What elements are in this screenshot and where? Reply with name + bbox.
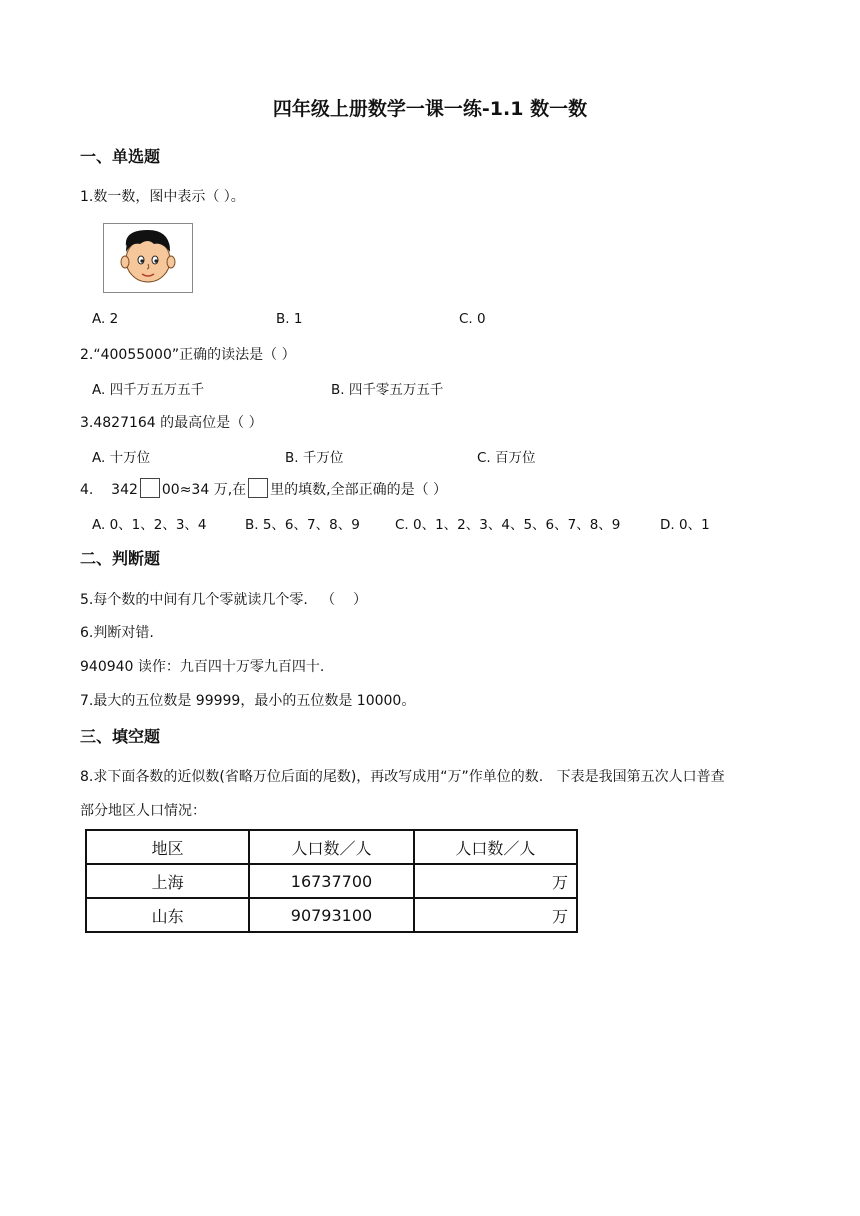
section-heading-single-choice: 一、单选题 — [80, 147, 161, 166]
q4-option-d: D. 0、1 — [660, 517, 710, 533]
page-title: 四年级上册数学一课一练-1.1 数一数 — [272, 98, 588, 120]
question-3-text: 3.4827164 的最高位是（ ） — [80, 415, 263, 431]
question-8-line-1: 8.求下面各数的近似数(省略万位后面的尾数)，再改写成用“万”作单位的数. 下表是我国第五次人口普查 — [80, 769, 725, 785]
q1-option-b: B. 1 — [276, 311, 303, 327]
table-row — [86, 864, 577, 898]
q4-blank-box-2 — [248, 478, 268, 498]
question-6-detail: 940940 读作：九百四十万零九百四十. — [80, 659, 325, 675]
q4-option-a: A. 0、1、2、3、4 — [92, 517, 207, 533]
header-region: 地区 — [86, 830, 249, 864]
q1-option-c: C. 0 — [459, 311, 486, 327]
section-heading-judgement: 二、判断题 — [80, 549, 161, 568]
q3-option-c: C. 百万位 — [477, 450, 536, 466]
question-6-text: 6.判断对错. — [80, 625, 154, 641]
q4-option-c: C. 0、1、2、3、4、5、6、7、8、9 — [395, 517, 621, 533]
q2-option-b: B. 四千零五万五千 — [331, 382, 444, 398]
boy-face-image — [103, 223, 193, 293]
cell-wan: 万 — [414, 898, 577, 932]
population-table — [85, 829, 578, 933]
q1-option-a: A. 2 — [92, 311, 119, 327]
question-7-text: 7.最大的五位数是 99999，最小的五位数是 10000。 — [80, 693, 416, 709]
header-population-wan: 人口数／人 — [414, 830, 577, 864]
boy-face-icon — [104, 224, 192, 292]
question-5-text: 5.每个数的中间有几个零就读几个零. （ ） — [80, 592, 367, 608]
section-heading-fill-blank: 三、填空题 — [80, 727, 161, 746]
question-8-line-2: 部分地区人口情况： — [80, 803, 206, 819]
question-2-text: 2.“40055000”正确的读法是（ ） — [80, 347, 296, 363]
q4-option-b: B. 5、6、7、8、9 — [245, 517, 360, 533]
cell-population: 16737700 — [249, 864, 414, 898]
q4-middle: 00≈34 万,在 — [161, 482, 247, 498]
q3-option-a: A. 十万位 — [92, 450, 151, 466]
q3-option-b: B. 千万位 — [285, 450, 344, 466]
table-row — [86, 898, 577, 932]
cell-region: 山东 — [86, 898, 249, 932]
q4-blank-box-1 — [140, 478, 160, 498]
cell-region: 上海 — [86, 864, 249, 898]
question-1-text: 1.数一数，图中表示（ ）。 — [80, 189, 245, 205]
question-4-text — [80, 478, 447, 499]
table-header-row — [86, 830, 577, 864]
q2-option-a: A. 四千万五万五千 — [92, 382, 205, 398]
q4-suffix: 里的填数,全部正确的是（ ） — [270, 482, 448, 498]
q4-prefix: 4. 342 — [80, 482, 138, 498]
cell-wan: 万 — [414, 864, 577, 898]
header-population: 人口数／人 — [249, 830, 414, 864]
cell-population: 90793100 — [249, 898, 414, 932]
